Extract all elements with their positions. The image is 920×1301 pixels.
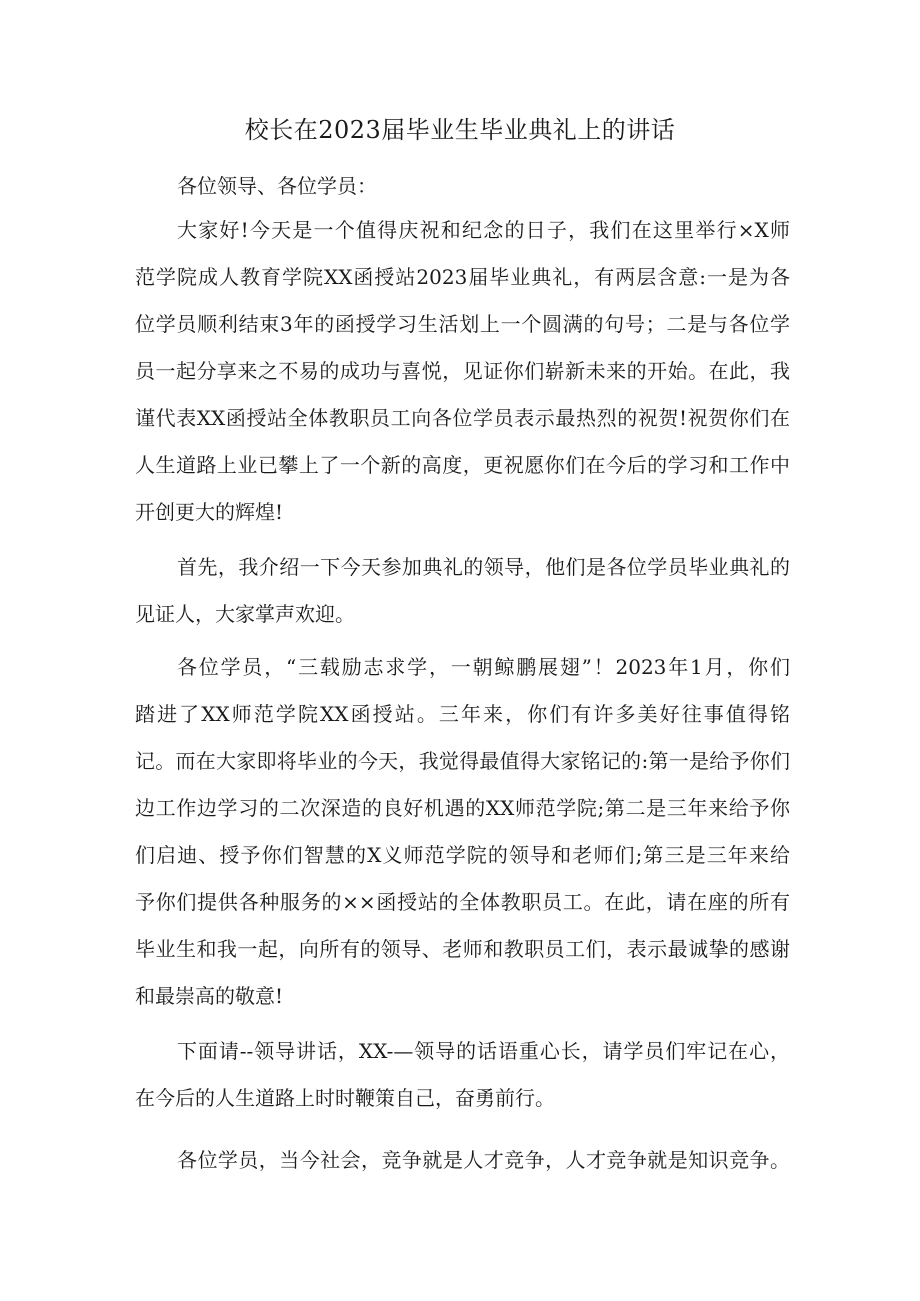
body-line: 开创更大的辉煌! — [135, 500, 284, 524]
body-line: 范学院成人教育学院XX函授站2023届毕业典礼，有两层含意:一是为各 — [135, 265, 790, 289]
body-line: 谨代表XX函授站全体教职员工向各位学员表示最热烈的祝贺!祝贺你们在 — [135, 406, 790, 430]
body-line: 人生道路上业已攀上了一个新的高度，更祝愿你们在今后的学习和工作中 — [135, 453, 790, 477]
body-line: 员一起分享来之不易的成功与喜悦，见证你们崭新未来的开始。在此，我 — [135, 359, 790, 383]
body-line: 踏进了XX师范学院XX函授站。三年来，你们有许多美好往事值得铭 — [135, 702, 790, 726]
body-line: 予你们提供各种服务的××函授站的全体教职员工。在此，请在座的所有 — [135, 890, 790, 914]
body-line: 大家好!今天是一个值得庆祝和纪念的日子，我们在这里举行×X师 — [177, 218, 790, 242]
body-line: 毕业生和我一起，向所有的领导、老师和教职员工们，表示最诚挚的感谢 — [135, 937, 790, 961]
body-line: 各位学员，当今社会，竞争就是人才竞争，人才竞争就是知识竞争。 — [177, 1148, 790, 1172]
body-line: 首先，我介绍一下今天参加典礼的领导，他们是各位学员毕业典礼的 — [177, 555, 790, 579]
body-line: 下面请--领导讲话，XX-—领导的话语重心长，请学员们牢记在心， — [177, 1039, 790, 1063]
document-title: 校长在2023届毕业生毕业典礼上的讲话 — [244, 116, 676, 144]
body-line: 记。而在大家即将毕业的今天，我觉得最值得大家铭记的:第一是给予你们 — [135, 749, 790, 773]
salutation: 各位领导、各位学员： — [177, 174, 377, 198]
body-line: 见证人，大家掌声欢迎。 — [135, 602, 355, 626]
body-line: 位学员顺利结束3年的函授学习生活划上一个圆满的句号；二是与各位学 — [135, 312, 790, 336]
body-line: 边工作边学习的二次深造的良好机遇的XX师范学院;第二是三年来给予你 — [135, 796, 790, 820]
body-line: 在今后的人生道路上时时鞭策自己，奋勇前行。 — [135, 1086, 555, 1110]
body-line: 们启迪、授予你们智慧的X义师范学院的领导和老师们;第三是三年来给 — [135, 843, 790, 867]
body-line: 各位学员，“三载励志求学，一朝鲸鹏展翅”！2023年1月，你们 — [177, 655, 790, 679]
body-line: 和最崇高的敬意! — [135, 984, 284, 1008]
